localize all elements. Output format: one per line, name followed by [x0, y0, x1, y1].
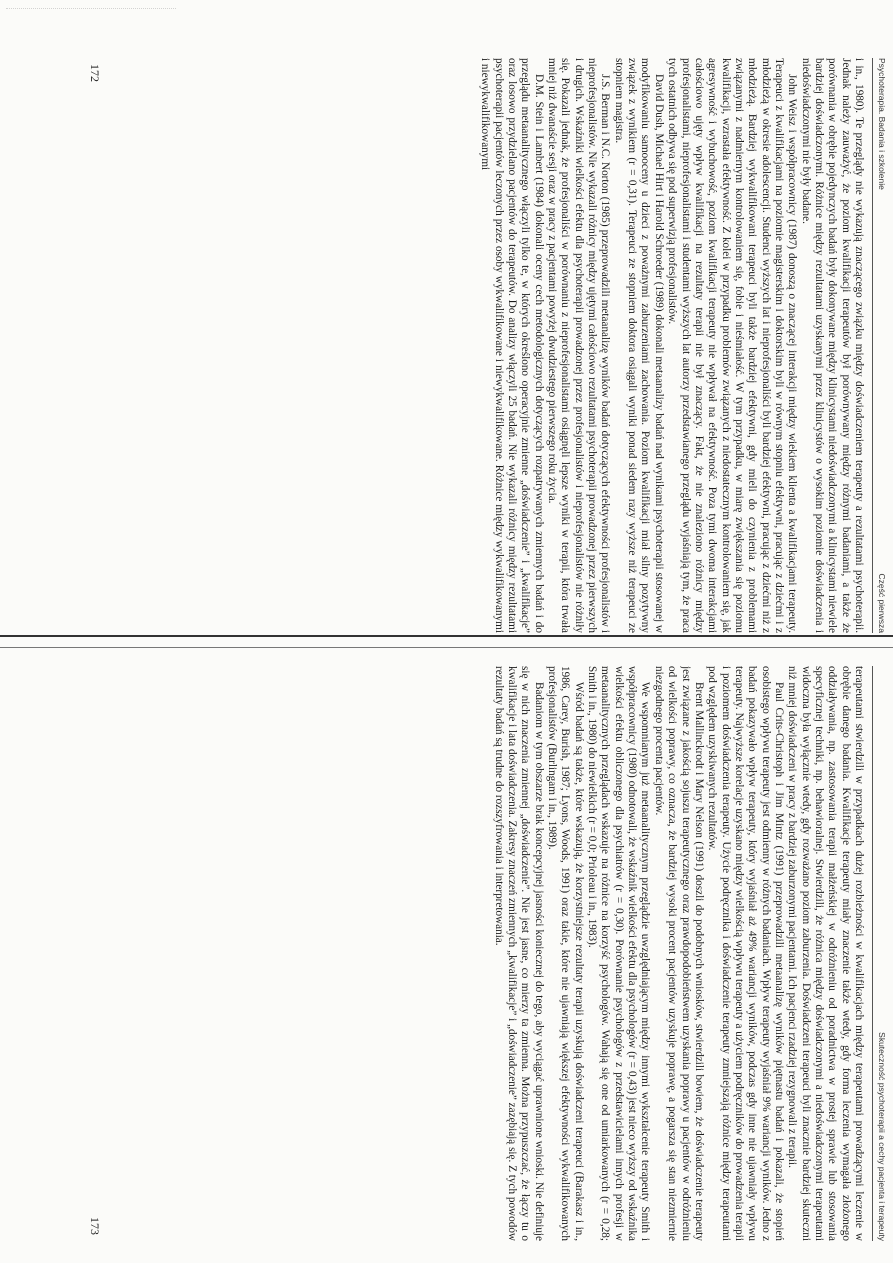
running-header-title: Skuteczność psychoterapii a cechy pacjenta i terapeuty	[877, 1032, 887, 1241]
header-rule	[872, 666, 873, 1241]
paragraph: i in., 1980). Te przeglądy nie wykazują znaczącego związku między doświadczeniem terapeuty a rezultatami psychoterapii. Jednak należy zauważyć, że poziom kwalifikacji terapeutów był porównywany między różnymi badaniami, a także że porównania w obrębie pojedynczych badań były dokonywane między klinicystami niedoświadczonymi a klinicystami niewiele bardziej doświadczonymi. Różnice między rezultatami uzyskanymi przez klinicystów o wysokim poziomie doświadczenia i niedoświadczonymi nie były badane.	[799, 58, 865, 633]
paragraph: Badaniom w tym obszarze brak koncepcyjnej jasności koniecznej do tego, aby wyciągać uprawnione wnioski. Nie definiuje się w nich znaczenia zmiennej „doświadczenie”. Nie jest jasne, co mierzy ta zmienna. Można przypuszczać, że łączy tu o kwalifikacje i lata doświadczenia. Zakresy znaczeń zmiennych „kwalifikacje” i „doświadczenie” zazębiają się. Z tych powodów rezultaty badań są trudne do rozszyfrowania i interpretowania.	[492, 666, 545, 1241]
paragraph: Brent Mallinckrodt i Mary Nelson (1991) doszli do podobnych wniosków, stwierdzili bowiem, że doświadczenie terapeuty jest związane z jakością sojuszu terapeutycznego oraz prawdopodobieństwem uzyskania poprawy u pacjentów w odróżnieniu od wielkości poprawy, co oznacza, że bardziej wysoki procent pacjentów uzyskuje poprawę, a pogarsza się stan niezmiernie niezgodnego procenta pacjentów.	[652, 666, 705, 1241]
running-header	[873, 666, 887, 1241]
paragraph: Wśród badań są także, które wskazują, że korzystniejsze rezultaty terapii uzyskują doświadczeni terapeuci (Barakasz i in., 1986, Carey, Burish, 1987; Lyons, Woods, 1991) oraz takie, które nie ujawniają większej efektywności wykwalifikowanych profesjonalistów (Burlingam i in., 1989).	[546, 666, 585, 1241]
paragraph: D.M. Stein i Lambert (1984) dokonali oceny cech metodologicznych dotyczących rozpatrywanych zmiennych badań i do przeglądu metaanalitycznego włączyli tylko te, w których określono operacyjnie zmienne „doświadczenie” i „kwalifikacje” oraz losowo przydzielano pacjentów do terapeutów. Do analizy włączyli 25 badań. Nie wykazali różnicy między rezultatami psychoterapii pacjentów leczonych przez osoby wykwalifikowane i niewykwalifikowane. Różnice między wykwalifikowanymi i niewykwalifikowanymi	[479, 58, 545, 633]
right-page	[87, 666, 893, 1241]
running-header	[873, 58, 887, 633]
page-number: 172	[88, 64, 102, 82]
running-header-right: Część pierwsza	[877, 573, 887, 633]
paragraph: terapeutami stwierdzili w przypadkach dużej rozbieżności w kwalifikacjach między terapeutami prowadzącymi leczenie w obrębie danego badania. Kwalifikacje terapeuty miały znaczenie także wtedy, gdy forma leczenia wymagała złożonego oddziaływania, np. zastosowania terapii małżeńskiej w odróżnieniu od poradnictwa w prostej sprawie lub stosowania specyficznej techniki, np. behawioralnej. Stwierdzili, że różnica między doświadczonymi a niedoświadczonymi terapeutami widoczna była wyłącznie wtedy, gdy rozważano poziom zaburzenia. Doświadczeni terapeuci byli znacznie bardziej skuteczni niż mniej doświadczeni w pracy z bardziej zaburzonymi pacjentami. Ich pacjenci rzadziej rezygnowali z terapii.	[786, 666, 865, 1241]
paragraph: David Dush, Michael Hirt i Harold Schroeder (1989) dokonali metaanalizy badań nad wynikami psychoterapii stosowanej w modyfikowaniu samooceny u dzieci z poważnymi zaburzeniami zachowania. Poziom kwalifikacji miał silny pozytywny związek z wynikiem (r = 0,31). Terapeuci ze stopniem doktora osiągali wyniki ponad siedem razy wyższe niż terapeuci ze stopniem magistra.	[612, 58, 665, 633]
body-text	[117, 58, 865, 633]
page-number: 173	[88, 1217, 102, 1235]
body-text	[117, 666, 865, 1241]
scan-edge-marks	[6, 8, 176, 21]
running-header-left: Psychoterapia. Badania i szkolenie	[877, 58, 887, 190]
page-gutter-line	[0, 647, 893, 648]
paragraph: We wspomnianym już metaanalitycznym przeglądzie uwzględniającym między innymi wykształcenie terapeuty Smith i współpracownicy (1980) odnotowali, że wskaźnik wielkości efektu dla psychologów (r = 0,43) jest nieco wyższy od wskaźnika wielkości efektu obliczonego dla psychiatrów (r = 0,30). Porównanie psychologów z przedstawicielami innych profesji w metaanalitycznych przeglądach wskazuje na różnice na korzyść psychologów. Wahają się one od umiarkowanych (r = 0,28; Smith i in., 1980) do niewielkich (r = 0,0; Prioleau i in., 1983).	[586, 666, 652, 1241]
paragraph: Paul Crits-Christoph i Jim Mintz (1991) przeprowadzili metaanalizę wyników piętnastu badań i pokazali, że stopień osobistego wpływu terapeuty jest odmienny w różnych badaniach. Wpływ terapeuty wyjaśniał 9% wariancji wyników. Jedno z badań pokazywało wpływ terapeuty, który wyjaśniał aż 49% wariancji wyników, podczas gdy inne nie ujawniały wpływu terapeuty. Najwyższe korelacje uzyskano między wielkością wpływu terapeuty a użyciem podręczników do prowadzenia terapii i poziomem doświadczenia terapeuty. Użycie podręcznika i doświadczenie terapeuty zmniejszają różnice między terapeutami pod względem uzyskiwanych rezultatów.	[706, 666, 785, 1241]
page-gutter-line	[0, 635, 893, 637]
header-rule	[872, 58, 873, 633]
paragraph: J.S. Berman i N.C. Norton (1985) przeprowadzili metaanalizę wyników badań dotyczących efektywności profesjonalistów i nieprofesjonalistów. Nie wykazali różnicy między ujętymi całościowo rezultatami psychoterapii prowadzonej przez pierwszych i drugich. Wskaźniki wielkości efektu dla psychoterapii prowadzonej przez profesjonalistów i nieprofesjonalistów nie różniły się. Pokazali jednak, że profesjonaliści w porównaniu z nieprofesjonalistami osiągnęli lepsze wyniki w terapii, która trwała mniej niż dwanaście sesji oraz w pracy z pacjentami powyżej dwudziestego pierwszego roku życia.	[546, 58, 612, 633]
left-page	[87, 58, 893, 633]
paragraph: John Weisz i współpracownicy (1987) donoszą o znaczącej interakcji między wiekiem klienta a kwalifikacjami terapeuty. Terapeuci z kwalifikacjami na poziomie magisterskim i doktorskim byli w równym stopniu efektywni, pracując z dziećmi i z młodzieżą w okresie adolescencji. Studenci wyższych lat i nieprofesjonaliści byli bardziej efektywni, pracując z dziećmi niż z młodzieżą. Bardziej wykwalifikowani terapeuci byli także bardziej efektywni, gdy mieli do czynienia z problemami związanymi z nadmiernym kontrolowaniem się, fobie i nieśmiałość. W tym przypadku, w miarę zwiększania się poziomu kwalifikacji, wzrastała efektywność. Z kolei w przypadku problemów związanych z niedostatecznym kontrolowaniem się, jak agresywność i wybuchowość, poziom kwalifikacji terapeuty nie wpływał na efektywność. Poza tymi dwoma interakcjami całościowo ujęty wpływ kwalifikacji na rezultaty terapii nie był znaczący. Fakt, że nie znaleziono różnicy między profesjonalistami, nieprofesjonalistami i studentami wyższych lat autorzy przedstawianego przeglądu wyjaśniają tym, że praca tych ostatnich odbywa się pod superwizją profesjonalistów.	[666, 58, 799, 633]
